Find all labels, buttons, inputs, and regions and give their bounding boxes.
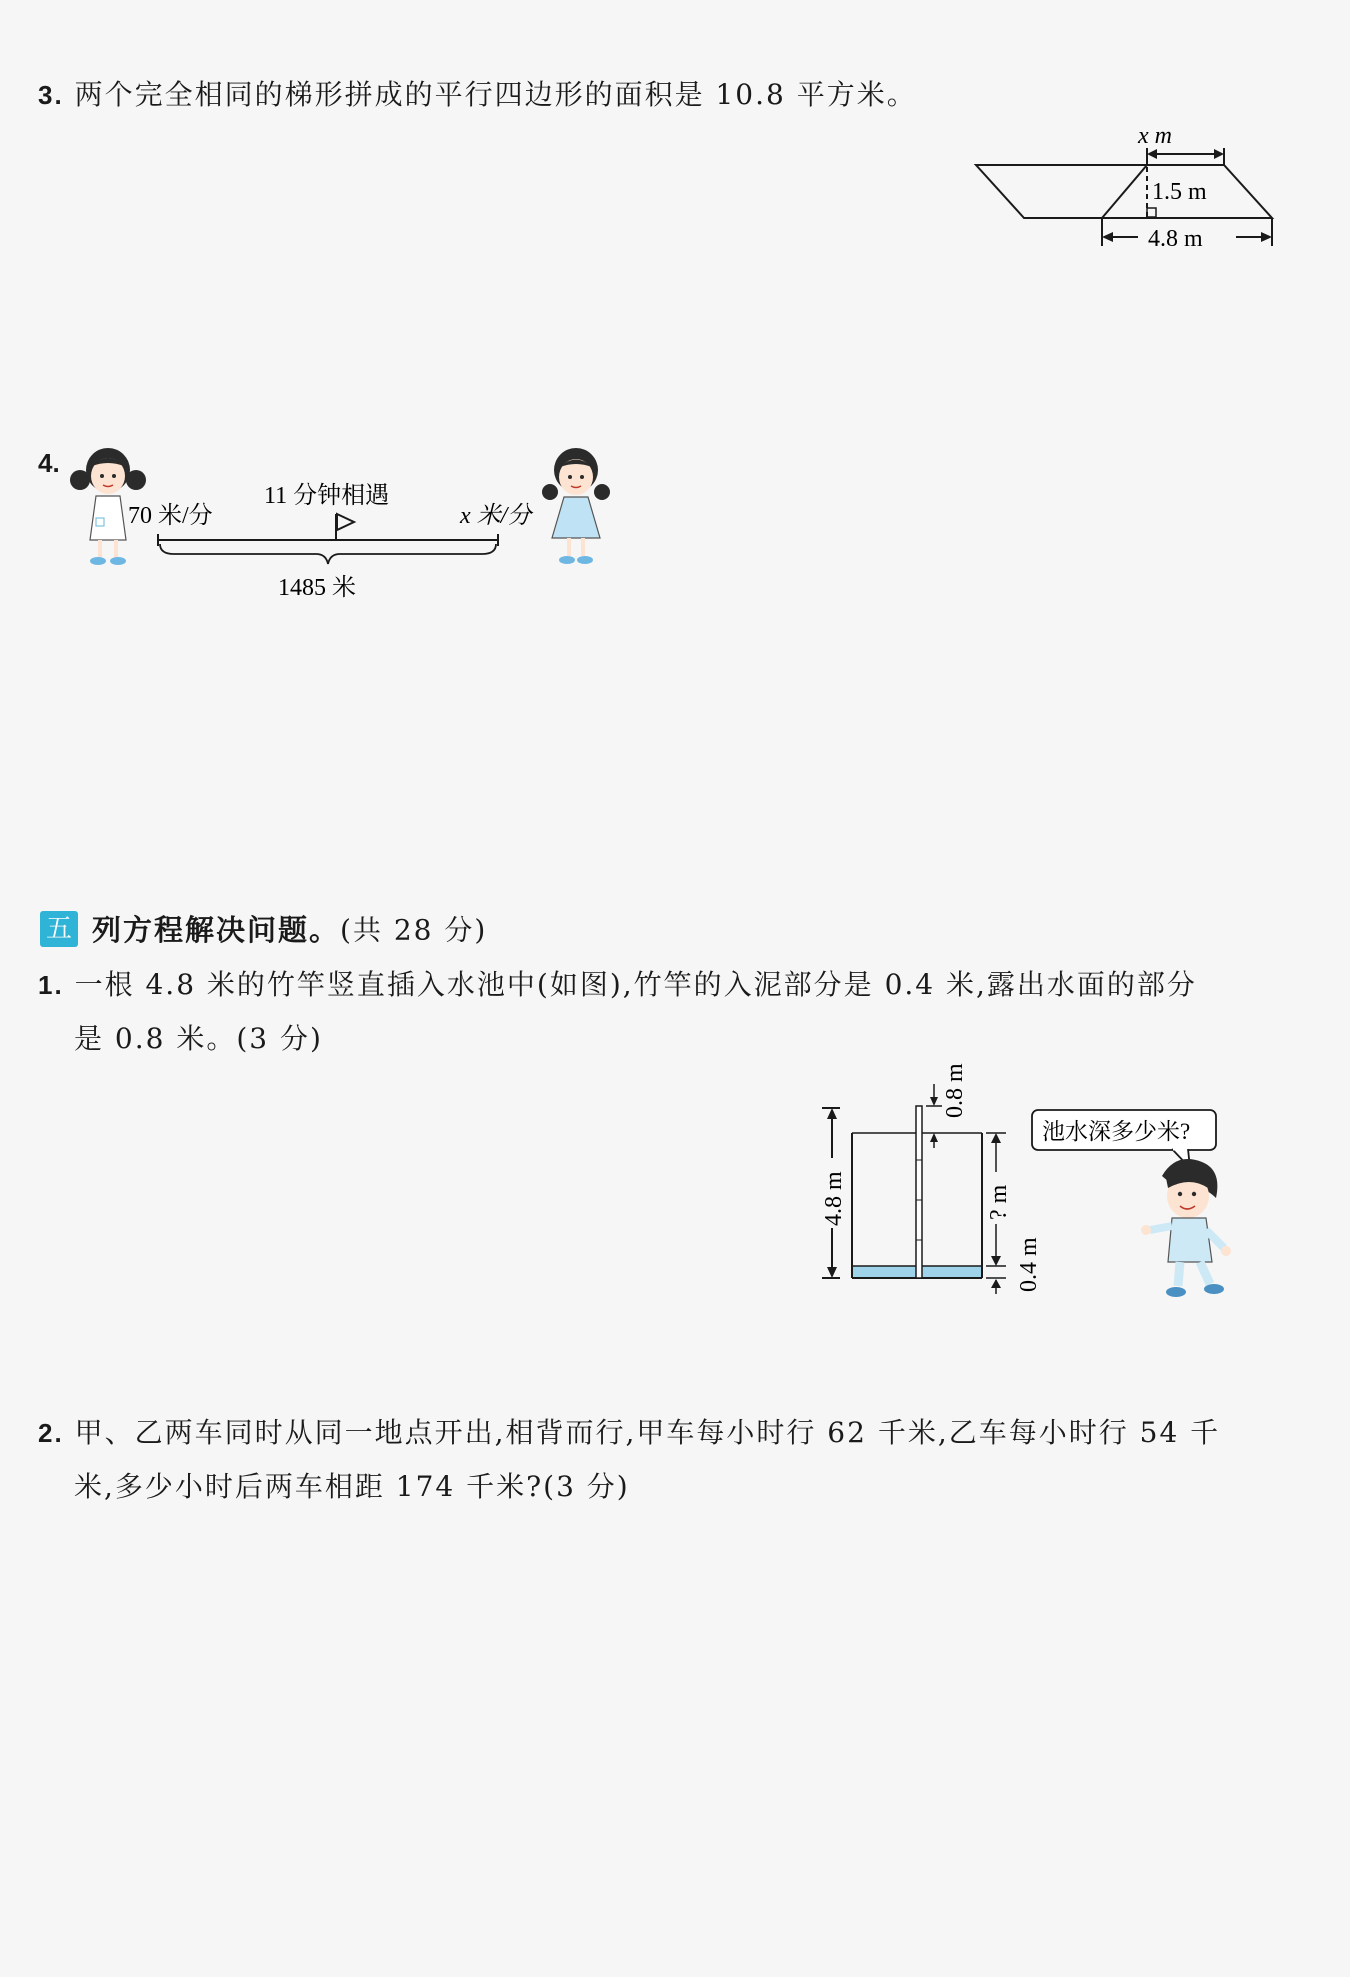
p1-pool-figure [810,1060,1290,1315]
q3-base-label: 4.8 m [1148,226,1203,252]
p2-line-2: 米,多少小时后两车相距 174 千米?(3 分) [74,1470,630,1503]
p1-depth-label: ? m [986,1184,1012,1220]
p1-line-1 [38,958,1328,1012]
q4-distance-brace [160,544,496,564]
p1-above-label: 0.8 m [942,1063,968,1118]
section-title: 列方程解决问题。 [92,913,341,947]
section-5-header [40,908,487,949]
q3-text-row [38,68,917,122]
p2-text-block [38,1406,1328,1514]
q4-distance-label: 1485 米 [278,575,356,601]
q3-height-label: 1.5 m [1152,179,1207,205]
section-score: (共 28 分) [340,913,488,947]
p1-line-2: 是 0.8 米。(3 分) [74,1022,323,1055]
p1-text-block [38,958,1328,1066]
right-girl-illustration [542,448,610,564]
p1-mud-label: 0.4 m [1016,1237,1042,1292]
bamboo-pole [916,1106,922,1278]
flag-icon [336,514,354,540]
p1-total-label: 4.8 m [821,1171,847,1226]
q4-right-speed: x 米/分 [460,503,532,529]
boy-illustration [1141,1159,1231,1297]
q3-number: 3. [38,80,64,110]
q4-left-speed: 70 米/分 [128,503,213,529]
q4-meet-label: 11 分钟相遇 [264,483,390,509]
q3-top-label: x m [1138,123,1172,149]
p1-bubble-text: 池水深多少米? [1042,1119,1191,1144]
p2-text-line-1: 甲、乙两车同时从同一地点开出,相背而行,甲车每小时行 62 千米,乙车每小时行 54 千 [74,1416,1221,1449]
q3-parallelogram-figure [970,118,1280,258]
p1-text-line-1: 一根 4.8 米的竹竿竖直插入水池中(如图),竹竿的入泥部分是 0.4 米,露出水面的部分 [74,968,1197,1001]
p2-line-1 [38,1406,1328,1460]
p2-number: 2. [38,1418,64,1448]
p1-number: 1. [38,970,64,1000]
section-badge: 五 [40,911,78,947]
q4-meeting-figure [70,440,630,620]
q4-number: 4. [38,448,60,478]
q3-text: 两个完全相同的梯形拼成的平行四边形的面积是 10.8 平方米。 [74,78,917,111]
